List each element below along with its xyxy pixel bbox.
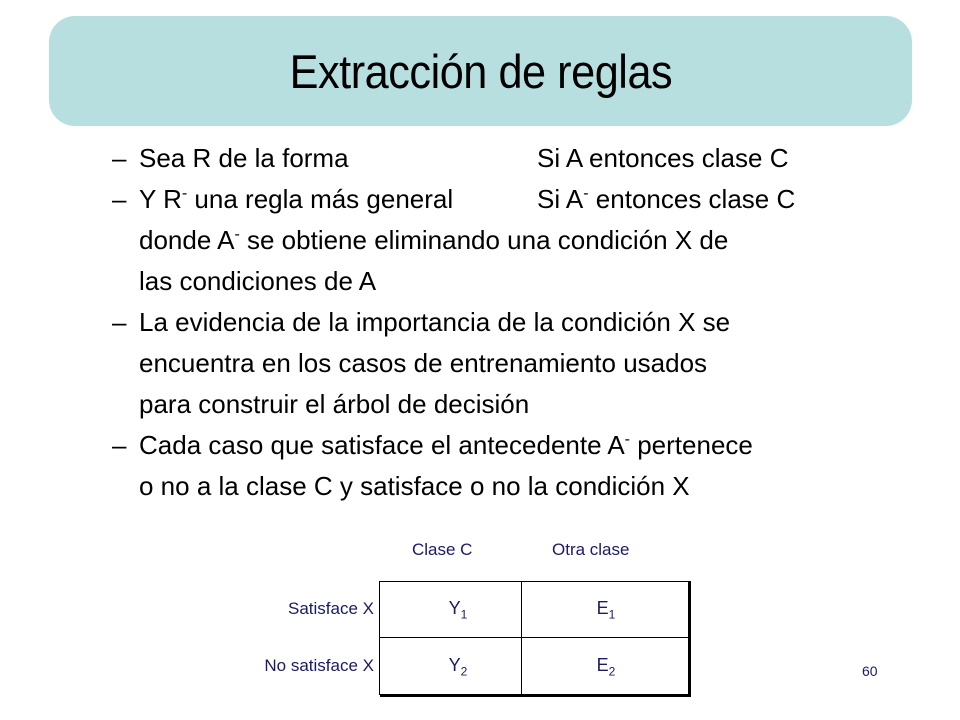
bullet-line: [139, 220, 912, 261]
bullet-line: o no a la clase C y satisface o no la condición X: [139, 471, 690, 501]
table-border-bottom: [380, 694, 691, 697]
superscript: -: [624, 431, 630, 448]
text-run: Cada caso que satisface el antecedente A: [139, 430, 625, 460]
column-header-otra-clase: Otra clase: [552, 540, 630, 559]
table-border-left: [379, 581, 380, 695]
cell-value: Y: [448, 655, 461, 675]
bullet-line: para construir el árbol de decisión: [139, 389, 530, 419]
text-run: una regla más general: [187, 184, 454, 214]
rule-description: Sea R de la forma: [139, 143, 349, 173]
text-run: Y R: [139, 184, 182, 214]
table-border-top: [380, 581, 689, 582]
table-border-right: [688, 581, 691, 697]
text-run: entonces clase C: [588, 184, 796, 214]
bullet-line: [139, 179, 912, 220]
cell-value: Y: [448, 598, 461, 618]
bullet-line: [139, 425, 912, 466]
bullet-item: [112, 302, 912, 425]
bullet-dash: –: [112, 430, 127, 460]
table-cell: [378, 655, 538, 679]
row-header-no-satisface: No satisface X: [264, 656, 374, 675]
bullet-line: La evidencia de la importancia de la condición X se: [139, 307, 731, 337]
bullet-line: [139, 138, 912, 179]
cell-subscript: 2: [460, 664, 468, 679]
cell-value: E: [596, 655, 609, 675]
table-border-middle: [380, 637, 689, 638]
superscript: -: [583, 185, 589, 202]
bullet-line: las condiciones de A: [139, 266, 377, 296]
cell-subscript: 1: [460, 607, 468, 622]
title-banner: [49, 16, 912, 126]
cell-subscript: 2: [608, 664, 616, 679]
slide-title: Extracción de reglas: [289, 44, 672, 98]
cell-subscript: 1: [608, 607, 616, 622]
bullet-dash: –: [112, 307, 127, 337]
text-run: pertenece: [630, 430, 753, 460]
column-header-clase-c: Clase C: [412, 540, 473, 559]
bullet-item: [112, 179, 912, 302]
superscript: -: [181, 185, 188, 202]
bullet-list: [112, 138, 912, 507]
row-header-satisface: Satisface X: [288, 599, 374, 618]
table-cell: [378, 598, 538, 622]
table-cell: [526, 598, 686, 622]
bullet-dash: –: [112, 184, 127, 214]
bullet-item: [112, 138, 912, 179]
superscript: -: [234, 226, 240, 243]
text-run: Si A: [537, 184, 584, 214]
rule-form: [537, 179, 795, 220]
cell-value: E: [596, 598, 609, 618]
bullet-line: encuentra en los casos de entrenamiento usados: [139, 348, 708, 378]
text-run: donde A: [139, 225, 235, 255]
text-run: se obtiene eliminando una condición X de: [239, 225, 729, 255]
bullet-item: [112, 425, 912, 507]
table-cell: [526, 655, 686, 679]
bullet-dash: –: [112, 143, 127, 173]
rule-form: Si A entonces clase C: [537, 143, 789, 173]
page-number: 60: [862, 663, 878, 679]
table-border-center: [521, 581, 522, 695]
